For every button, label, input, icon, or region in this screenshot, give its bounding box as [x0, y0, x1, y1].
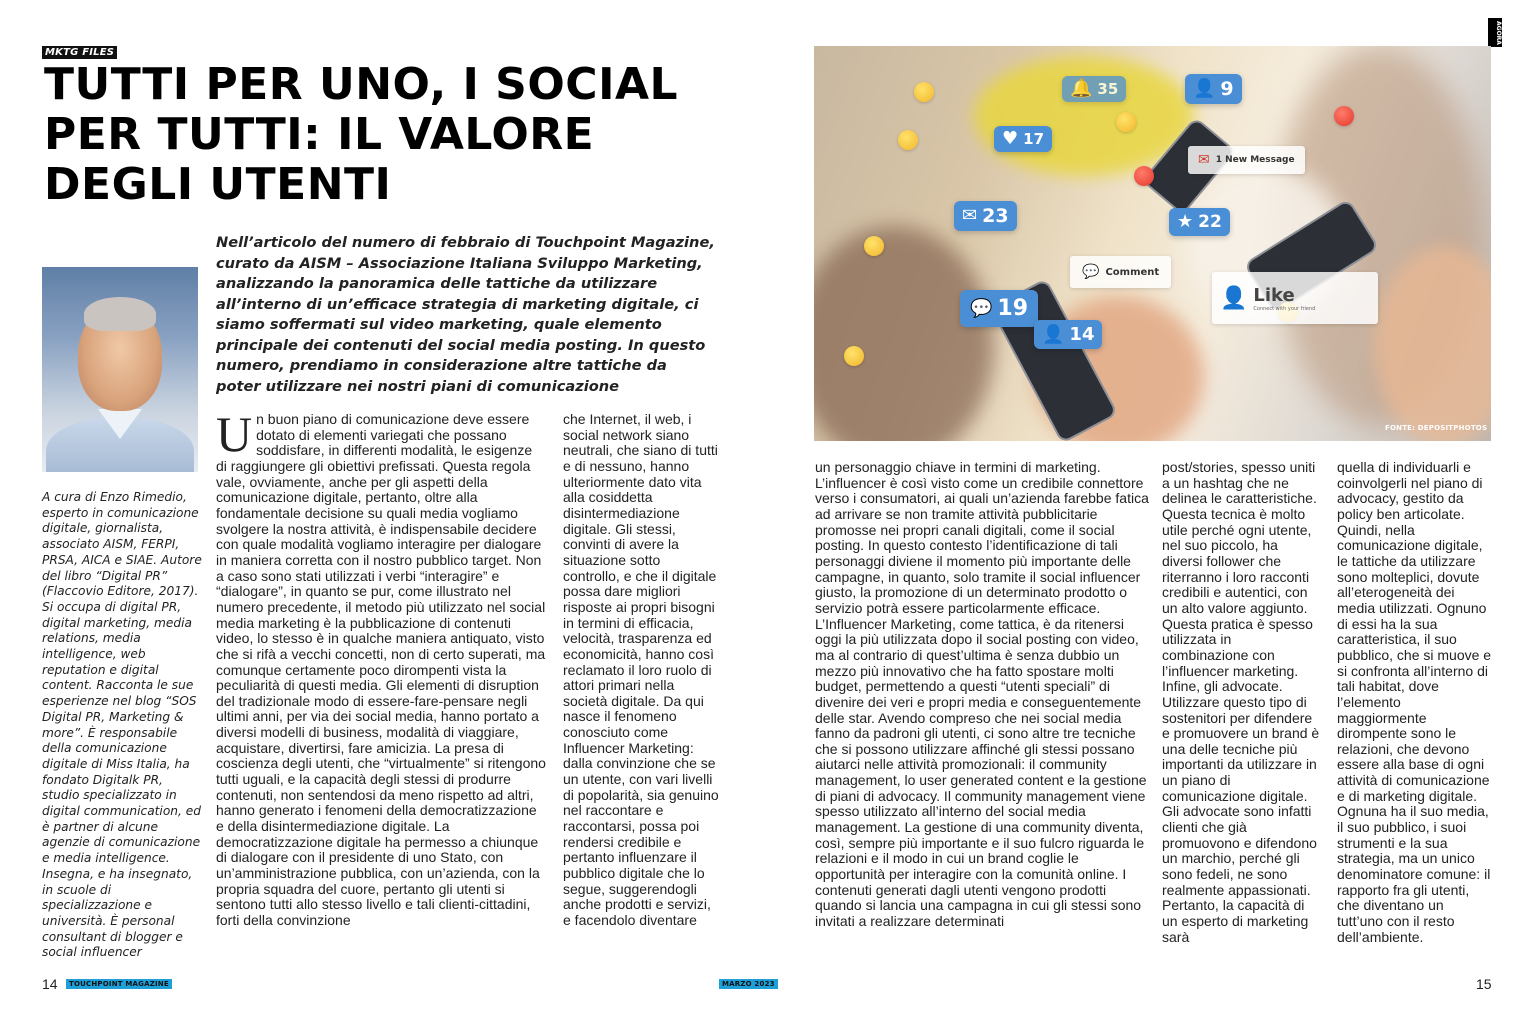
- body-column-1: [216, 406, 546, 929]
- notification-bubble: 🔔 35: [1062, 76, 1126, 102]
- footer-issue-tag: MARZO 2023: [719, 979, 778, 989]
- emoji-icon: [898, 130, 918, 150]
- body-column-2: che Internet, il web, i social network siano neutrali, che siano di tutti e di nessuno, hanno ulteriormente dato vita alla cosiddetta disintermediazione digitale. Gli stessi, convinti di avere la situazione sotto controllo, e che il digitale possa dare migliori risposte ai propri bisogni in termini di efficacia, velocità, trasparenza ed economicità, hanno così reclamato il loro ruolo di attori primari nella società digitale. Da qui nasce il fenomeno conosciuto come Influencer Marketing: dalla convinzione che se un utente, con vari livelli di popolarità, sia genuino nel raccontare e raccontarsi, possa poi rendersi credibile e pertanto influenzare il pubblico digitale che lo segue, suggerendogli anche prodotti e servizi, e facendolo diventare: [563, 411, 719, 928]
- heart-icon: ♥: [1002, 128, 1019, 149]
- body-column-5: quella di individuarli e coinvolgerli nel piano di advocacy, gestito da policy ben articolate. Quindi, nella comunicazione digitale, le tattiche da utilizzare sono molteplici, dovute all’eterogeneità dei media utilizzati. Ognuno di essi ha la sua caratteristica, il suo pubblico, che si muove e si confronta all’interno di tali habitat, dove l’elemento maggiormente dirompente sono le relazioni, che devono essere alla base di ogni attività di comunicazione e di marketing digitale. Ognuna ha il suo media, il suo pubblico, i suoi strumenti e la sua strategia, ma un unico denominatore comune: il rapporto fra gli utenti, che diventano un tutt’uno con il resto dell’ambiente.: [1337, 459, 1492, 945]
- stars-bubble: ★ 22: [1169, 208, 1230, 236]
- article-headline: TUTTI PER UNO, I SOCIAL PER TUTTI: IL VALORE DEGLI UTENTI: [44, 59, 679, 210]
- new-message-card: ✉ 1 New Message: [1188, 146, 1305, 174]
- user-icon: 👤: [1042, 323, 1065, 345]
- right-page: [722, 0, 1538, 1021]
- chat-icon: 💬: [970, 297, 993, 319]
- photo-credit: FONTE: DEPOSITPHOTOS: [1385, 424, 1488, 432]
- users-bubble: 👤 14: [1034, 320, 1102, 349]
- mail-bubble: ✉ 23: [954, 201, 1017, 231]
- like-card: 👤 Like Connect with your friend: [1212, 272, 1378, 324]
- user-icon: 👤: [1193, 78, 1216, 99]
- page-number-right: 15: [1476, 976, 1492, 992]
- emoji-icon: [1116, 112, 1136, 132]
- body-column-1-text: n buon piano di comunicazione deve essere dotato di elementi variegati che possano soddisfare, in differenti modalità, le esigenze di raggiungere gli obiettivi prefissati. Questa regola vale, ovviamente, anche per gli aspetti della comunicazione digitale, pertanto, oltre alla fondamentale decisione su quali media vogliamo svolgere la nostra attività, è indispensabile decidere con quale modalità vogliamo interagire per dialogare in maniera corretta con il nostro pubblico target. Non a caso sono stati utilizzati i verbi “interagire” e “dialogare”, in quanto se pur, come illustrato nel numero precedente, il metodo più utilizzato nel social media marketing è la pubblicazione di contenuti video, lo stesso è in qualche maniera antiquato, visto che si rifà a vecchi concetti, non di certo superati, ma comunque certamente poco dirompenti vista la peculiarità di questi media. Gli elementi di disruption del tradizionale modo di essere-fare-pensare negli ultimi anni, per via dei social media, hanno portato a diversi modelli di business, modalità di viaggiare, acquistare, divertirsi, fare amicizia. La presa di coscienza degli utenti, che “virtualmente” si ritengono tutti uguali, e la capacità degli stessi di produrre contenuti, non sentendosi da meno rispetto ad altri, hanno generato i fenomeni della democratizzazione e della disintermediazione digitale. La democratizzazione digitale ha permesso a chiunque di dialogare con il presidente di uno Stato, con un’amministrazione pubblica, con un’azienda, con la propria squadra del cuore, pertanto gli utenti si sentono tutti allo stesso livello e tali clienti-cittadini, forti della convinzione: [216, 411, 546, 928]
- photo-bg-left: [814, 226, 994, 441]
- section-tag: MKTG FILES: [42, 46, 117, 59]
- author-photo-hair: [84, 297, 156, 331]
- comment-card: 💬 Comment: [1070, 256, 1171, 288]
- emoji-icon: [864, 236, 884, 256]
- envelope-icon: ✉: [962, 205, 978, 226]
- heart-emoji-icon: [1134, 166, 1154, 186]
- emoji-icon: [914, 82, 934, 102]
- bell-icon: 🔔: [1070, 78, 1093, 99]
- chat-icon: 💬: [1082, 264, 1100, 280]
- envelope-icon: ✉: [1198, 152, 1210, 168]
- body-column-3: un personaggio chiave in termini di marketing. L’influencer è così visto come un credibile connettore verso i consumatori, ai quali un’azienda farebbe fatica ad arrivare se non tramite attività pubblicitarie promosse nei propri canali digitali, come il social posting. In questo contesto l’identificazione di tali personaggi diviene il momento più importante delle campagne, in quanto, solo tramite il social influencer giusto, la promozione di un determinato prodotto o servizio potrà essere particolarmente efficace. L’Influencer Marketing, come tattica, è da ritenersi oggi la più utilizzata dopo il social posting con video, ma al contrario di quest’ultima è senza dubbio un mezzo più innovativo che ha fatto spostare molti budget, permettendo a questi “utenti speciali” di divenire dei veri e propri media e conseguentemente delle star. Avendo compreso che nei social media fanno da padroni gli utenti, ci sono altre tre tecniche che si possono utilizzare affinché gli stessi possano aiutarci nelle attività promozionali: il community management, lo user generated content e la gestione di piani di advocacy. Il community management viene spesso utilizzato all’interno del social media management. La gestione di una community diventa, così, sempre più importante e il suo fulcro riguarda le relazioni e il modo in cui un brand coglie le opportunità per interagire con la comunità online. I contenuti generati dagli utenti vengono prodotti quando si lancia una campagna in cui gli stessi sono invitati a realizzare determinati: [815, 459, 1149, 930]
- photo-bg-yellow: [974, 56, 1194, 176]
- likes-bubble: ♥ 17: [994, 126, 1052, 152]
- heart-emoji-icon: [1334, 106, 1354, 126]
- page-number-left: 14: [42, 976, 58, 992]
- comments-bubble: 💬 19: [960, 290, 1038, 327]
- followers-bubble: 👤 9: [1185, 74, 1242, 104]
- author-photo: [42, 267, 198, 472]
- author-bio: A cura di Enzo Rimedio, esperto in comunicazione digitale, giornalista, associato AISM, FERPI, PRSA, AICA e SIAE. Autore del libro “Digital PR” (Flaccovio Editore, 2017). Si occupa di digital PR, digital marketing, media relations, media intelligence, web reputation e digital content. Racconta le sue esperienze nel blog “SOS Digital PR, Marketing & more”. È responsabile della comunicazione digitale di Miss Italia, ha fondato Digitalk PR, studio specializzato in digital communication, ed è partner di alcune agenzie di comunicazione e media intelligence. Insegna, e ha insegnato, in scuole di specializzazione e università. È personal consultant di blogger e social influencer: [42, 490, 202, 960]
- footer-magazine-tag: TOUCHPOINT MAGAZINE: [66, 979, 172, 989]
- article-lead: Nell’articolo del numero di febbraio di Touchpoint Magazine, curato da AISM – Associazione Italiana Sviluppo Marketing, analizzando la panoramica delle tattiche da utilizzare all’interno di un’efficace strategia di marketing digitale, ci siamo soffermati sul video marketing, quale elemento principale dei contenuti del social media posting. In questo numero, prendiamo in considerazione altre tattiche da poter utilizzare nei nostri piani di comunicazione: [216, 234, 715, 395]
- social-media-photo: [814, 46, 1491, 441]
- user-icon: 👤: [1220, 285, 1248, 311]
- edge-section-tab: AGORÀ: [1488, 18, 1502, 47]
- emoji-icon: [844, 346, 864, 366]
- body-column-4: post/stories, spesso uniti a un hashtag che ne delinea le caratteristiche. Questa tecnica è molto utile perché ogni utente, nel suo piccolo, ha diversi follower che riterranno i loro racconti credibili e autentici, con un alto valore aggiunto. Questa pratica è spesso utilizzata in combinazione con l’influencer marketing. Infine, gli advocate. Utilizzare questo tipo di sostenitori per difendere e promuovere un brand è una delle tecniche più importanti da utilizzare in un piano di comunicazione digitale. Gli advocate sono infatti clienti che già promuovono e difendono un marchio, perché gli sono fedeli, ne sono realmente appassionati. Pertanto, la capacità di un esperto di marketing sarà: [1162, 459, 1320, 945]
- drop-cap: U: [216, 406, 253, 462]
- star-icon: ★: [1177, 211, 1194, 232]
